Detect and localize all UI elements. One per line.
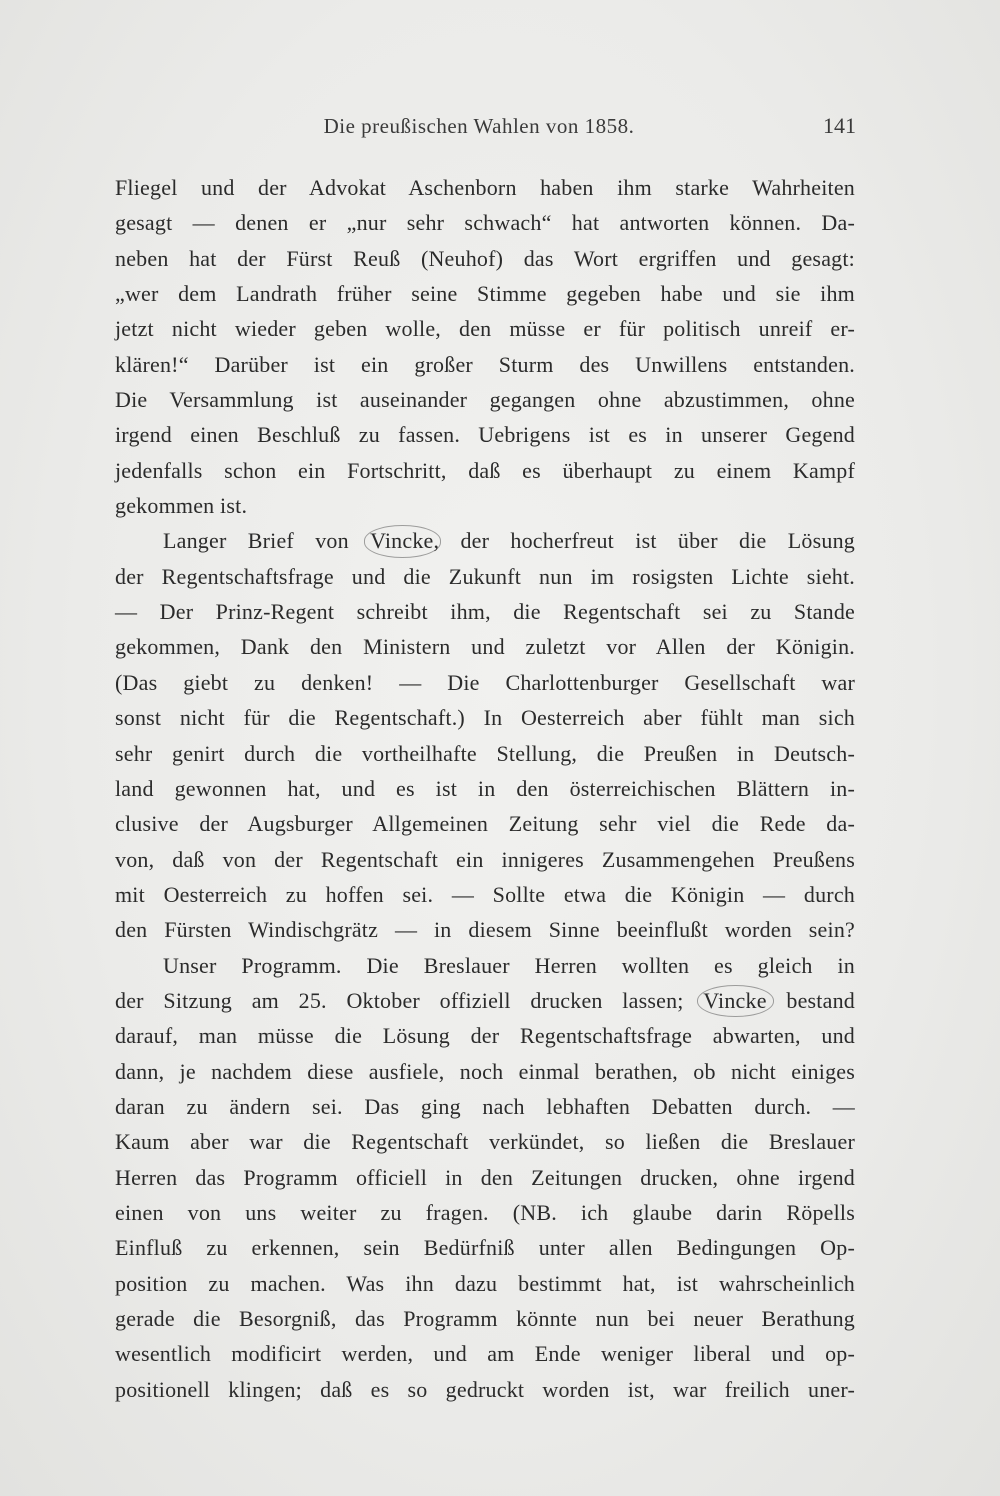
text-line: position zu machen. Was ihn dazu bestimmt hat, ist wahrscheinlich xyxy=(115,1270,855,1296)
text-line xyxy=(115,523,855,558)
text-line: von, daß von der Regentschaft ein innigeres Zusammengehen Preußens xyxy=(115,846,855,872)
text-line: gekommen, Dank den Ministern und zuletzt vor Allen der Königin. xyxy=(115,634,855,660)
pencil-circled-word: Vincke xyxy=(370,523,433,558)
line-segment: , der hocherfreut ist über die Lösung xyxy=(433,528,855,554)
line-segment: Langer Brief von xyxy=(163,528,371,554)
text-line: jetzt nicht wieder geben wolle, den müsse er für politisch unreif er- xyxy=(115,316,855,342)
text-line: sonst nicht für die Regentschaft.) In Oesterreich aber fühlt man sich xyxy=(115,705,855,731)
pencil-circled-word: Vincke xyxy=(703,983,766,1018)
text-line: gerade die Besorgniß, das Programm könnte nun bei neuer Berathung xyxy=(115,1306,855,1331)
line-segment: bestand xyxy=(766,987,855,1013)
text-line: Herren das Programm officiell in den Zeitungen drucken, ohne irgend xyxy=(115,1164,855,1190)
text-line: (Das giebt zu denken! — Die Charlottenburger Gesellschaft war xyxy=(115,669,855,695)
text-line: neben hat der Fürst Reuß (Neuhof) das Wort ergriffen und gesagt: xyxy=(115,245,855,271)
text-line: jedenfalls schon ein Fortschritt, daß es überhaupt zu einem Kampf xyxy=(115,457,855,483)
text-line: Kaum aber war die Regentschaft verkündet, so ließen die Breslauer xyxy=(115,1129,855,1155)
text-line: irgend einen Beschluß zu fassen. Uebrigens ist es in unserer Gegend xyxy=(115,422,855,448)
running-title: Die preußischen Wahlen von 1858. xyxy=(323,114,635,138)
body-text xyxy=(115,170,855,1407)
text-line xyxy=(115,983,855,1018)
text-line: dann, je nachdem diese ausfiele, noch einmal berathen, ob nicht einiges xyxy=(115,1058,855,1084)
text-line: daran zu ändern sei. Das ging nach lebhaften Debatten durch. — xyxy=(115,1093,855,1119)
text-line: Unser Programm. Die Breslauer Herren wollten es gleich in xyxy=(163,952,855,978)
text-line: wesentlich modificirt werden, und am Ende weniger liberal und op- xyxy=(115,1341,855,1367)
text-line: den Fürsten Windischgrätz — in diesem Sinne beeinflußt worden sein? xyxy=(115,917,855,943)
text-line: positionell klingen; daß es so gedruckt worden ist, war freilich uner- xyxy=(115,1376,855,1402)
text-line: klären!“ Darüber ist ein großer Sturm des Unwillens entstanden. xyxy=(115,351,855,377)
text-line: Einfluß zu erkennen, sein Bedürfniß unter allen Bedingungen Op- xyxy=(115,1235,855,1261)
page-number: 141 xyxy=(823,113,856,138)
text-line: — Der Prinz-Regent schreibt ihm, die Regentschaft sei zu Stande xyxy=(115,599,855,625)
text-line: darauf, man müsse die Lösung der Regentschaftsfrage abwarten, und xyxy=(115,1023,855,1049)
text-line: sehr genirt durch die vortheilhafte Stellung, die Preußen in Deutsch- xyxy=(115,740,855,766)
text-line: clusive der Augsburger Allgemeinen Zeitung sehr viel die Rede da- xyxy=(115,811,855,837)
text-line: mit Oesterreich zu hoffen sei. — Sollte etwa die Königin — durch xyxy=(115,881,855,907)
text-line: Die Versammlung ist auseinander gegangen ohne abzustimmen, ohne xyxy=(115,387,855,413)
text-line: „wer dem Landrath früher seine Stimme gegeben habe und sie ihm xyxy=(115,281,855,307)
text-line: einen von uns weiter zu fragen. (NB. ich glaube darin Röpells xyxy=(115,1199,855,1225)
text-line: gesagt — denen er „nur sehr schwach“ hat antworten können. Da- xyxy=(115,210,855,236)
text-line: Fliegel und der Advokat Aschenborn haben ihm starke Wahrheiten xyxy=(115,175,855,200)
line-segment: der Sitzung am 25. Oktober offiziell drucken lassen; xyxy=(115,987,704,1013)
text-line: gekommen ist. xyxy=(115,493,248,519)
text-line: der Regentschaftsfrage und die Zukunft nun im rosigsten Lichte sieht. xyxy=(115,563,855,589)
text-line: land gewonnen hat, und es ist in den österreichischen Blättern in- xyxy=(115,775,855,801)
